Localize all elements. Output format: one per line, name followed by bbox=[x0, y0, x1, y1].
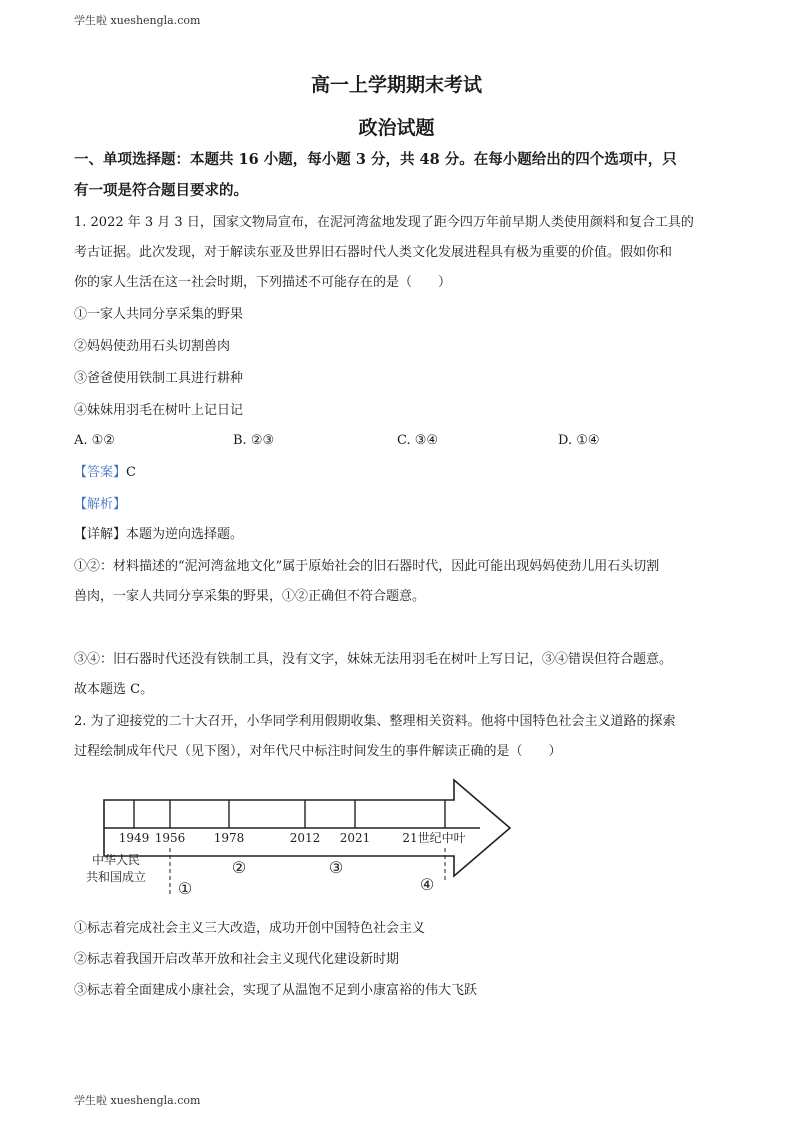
q1-option-d: D. ①④ bbox=[558, 433, 600, 448]
q1-explanation-2: ③④：旧石器时代还没有铁制工具，没有文字，妹妹无法用羽毛在树叶上写日记，③④错误但符合题意。 bbox=[74, 652, 673, 667]
q2-item-3: ③标志着全面建成小康社会，实现了从温饱不足到小康富裕的伟大飞跃 bbox=[74, 983, 478, 998]
document-subtitle: 政治试题 bbox=[358, 117, 435, 139]
q1-item-4: ④妹妹用羽毛在树叶上记日记 bbox=[74, 403, 244, 418]
year-1956: 1956 bbox=[154, 830, 186, 845]
q1-item-2: ②妈妈使劲用石头切割兽肉 bbox=[74, 339, 231, 354]
q1-item-1: ①一家人共同分享采集的野果 bbox=[74, 307, 244, 322]
year-2021: 2021 bbox=[339, 830, 371, 845]
watermark-top: 学生啦 xueshengla.com bbox=[74, 14, 201, 27]
q1-option-b: B. ②③ bbox=[233, 433, 275, 448]
q1-answer bbox=[74, 463, 136, 483]
q1-stem-line2: 考古证据。此次发现，对于解读东亚及世界旧石器时代人类文化发展进程具有极为重要的价值。假如你和 bbox=[74, 245, 673, 260]
prc-founding-label-line1: 中华人民 bbox=[91, 853, 141, 867]
marker-2: ② bbox=[231, 858, 247, 877]
year-1978: 1978 bbox=[213, 830, 245, 845]
q1-stem-line3: 你的家人生活在这一社会时期，下列描述不可能存在的是（ ） bbox=[74, 275, 452, 290]
year-2012: 2012 bbox=[289, 830, 321, 845]
q1-detail: 【详解】本题为逆向选择题。 bbox=[74, 527, 244, 542]
q2-stem-line1: 2. 为了迎接党的二十大召开，小华同学利用假期收集、整理相关资料。他将中国特色社会主义道路的探索 bbox=[74, 714, 676, 729]
answer-value: C bbox=[126, 465, 136, 480]
q2-item-2: ②标志着我国开启改革开放和社会主义现代化建设新时期 bbox=[74, 952, 400, 967]
q1-stem-line1: 1. 2022 年 3 月 3 日，国家文物局宣布，在泥河湾盆地发现了距今四万年前早期人类使用颜料和复合工具的 bbox=[74, 215, 694, 230]
section-heading-line1: 一、单项选择题：本题共 16 小题，每小题 3 分，共 48 分。在每小题给出的四个选项中，只 bbox=[74, 151, 677, 168]
marker-4: ④ bbox=[419, 875, 435, 894]
q2-stem-line2: 过程绘制成年代尺（见下图），对年代尺中标注时间发生的事件解读正确的是（ ） bbox=[74, 744, 562, 759]
prc-founding-label-line2: 共和国成立 bbox=[85, 870, 147, 884]
q1-explanation-1-line2: 兽肉，一家人共同分享采集的野果，①②正确但不符合题意。 bbox=[74, 589, 426, 604]
answer-label: 【答案】 bbox=[74, 465, 127, 480]
year-mid-century: 21世纪中叶 bbox=[402, 830, 466, 845]
year-1949: 1949 bbox=[118, 830, 150, 845]
marker-1: ① bbox=[177, 879, 193, 898]
q1-analysis-label: 【解析】 bbox=[74, 497, 127, 512]
q1-option-a: A. ①② bbox=[74, 433, 115, 448]
q2-item-1: ①标志着完成社会主义三大改造，成功开创中国特色社会主义 bbox=[74, 921, 426, 936]
q1-item-3: ③爸爸使用铁制工具进行耕种 bbox=[74, 371, 244, 386]
timeline-diagram bbox=[74, 772, 524, 902]
q1-explanation-1-line1: ①②：材料描述的“泥河湾盆地文化”属于原始社会的旧石器时代，因此可能出现妈妈使劲儿用石头切割 bbox=[74, 559, 660, 574]
marker-3: ③ bbox=[328, 858, 344, 877]
watermark-bottom: 学生啦 xueshengla.com bbox=[74, 1094, 201, 1107]
q1-option-c: C. ③④ bbox=[397, 433, 439, 448]
section-heading-line2: 有一项是符合题目要求的。 bbox=[74, 182, 248, 199]
q1-conclusion: 故本题选 C。 bbox=[74, 682, 154, 697]
document-title: 高一上学期期末考试 bbox=[310, 74, 482, 96]
